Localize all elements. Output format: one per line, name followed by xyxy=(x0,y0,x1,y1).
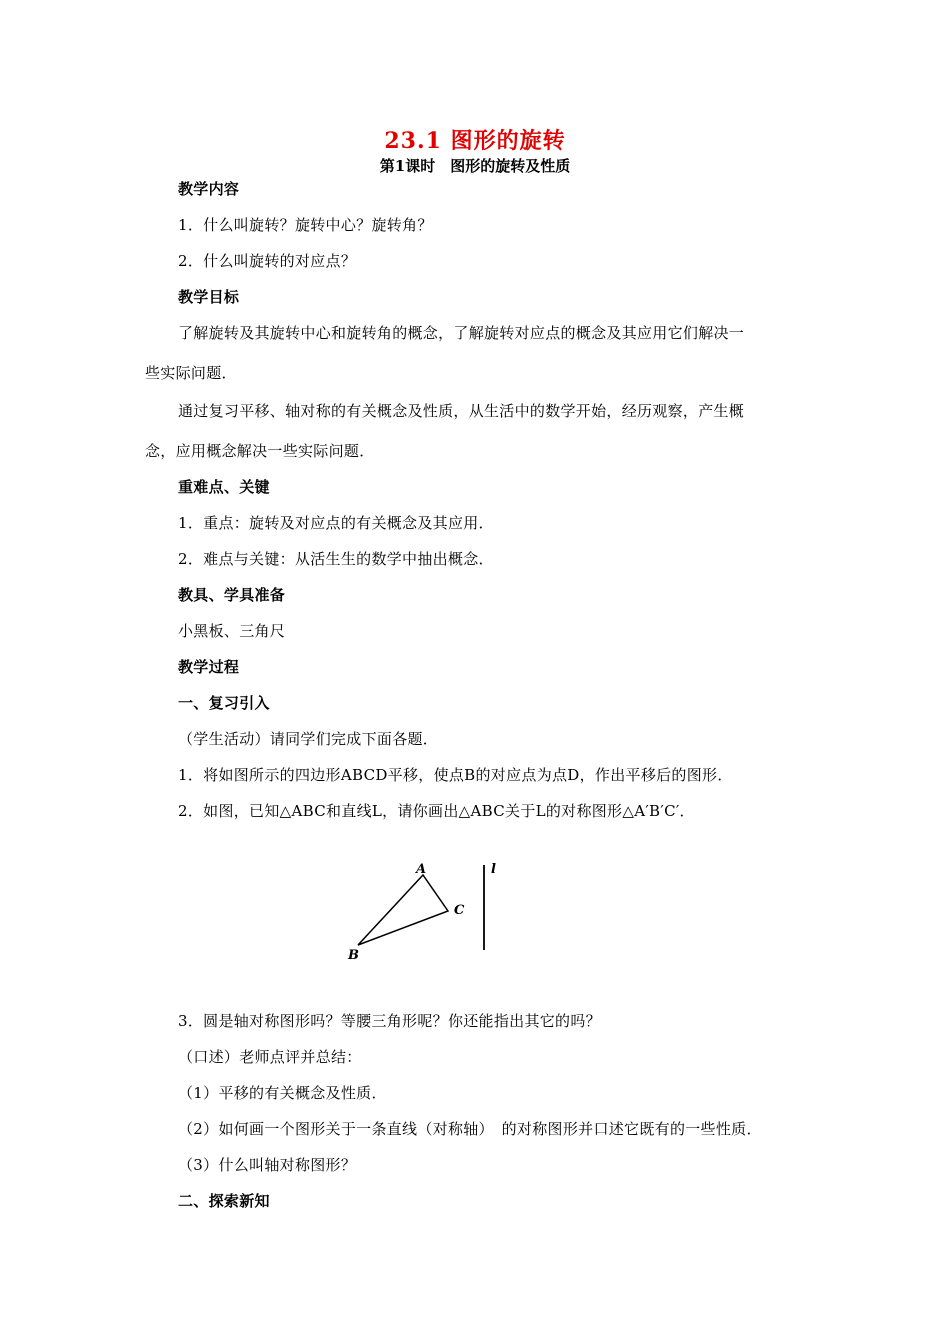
document-subtitle: 第1课时 图形的旋转及性质 xyxy=(379,157,571,175)
content-item-2: 2．什么叫旋转的对应点？ xyxy=(178,252,357,270)
tools-text: 小黑板、三角尺 xyxy=(178,622,286,640)
triangle-figure xyxy=(340,855,510,965)
heading-teaching-content: 教学内容 xyxy=(178,180,240,198)
goals-paragraph-2-line-2: 念，应用概念解决一些实际问题． xyxy=(145,442,375,460)
triangle-abc xyxy=(358,875,448,945)
review-question-2: 2．如图，已知△ABC和直线L，请你画出△ABC关于L的对称图形△A′B′C′． xyxy=(178,802,695,820)
heading-explore: 二、探索新知 xyxy=(178,1192,270,1210)
goals-paragraph-1-line-1: 了解旋转及其旋转中心和旋转角的概念，了解旋转对应点的概念及其应用它们解决一 xyxy=(178,324,745,342)
heading-key-points: 重难点、关键 xyxy=(178,478,270,496)
summary-intro: （口述）老师点评并总结： xyxy=(178,1048,362,1066)
goals-paragraph-1-line-2: 些实际问题． xyxy=(145,364,237,382)
heading-review: 一、复习引入 xyxy=(178,694,270,712)
summary-item-1: （1）平移的有关概念及性质． xyxy=(178,1084,387,1102)
review-intro: （学生活动）请同学们完成下面各题． xyxy=(178,730,439,748)
heading-teaching-goals: 教学目标 xyxy=(178,288,240,306)
document-title: 23.1 图形的旋转 xyxy=(384,128,566,154)
label-c: C xyxy=(454,903,465,918)
content-item-1: 1．什么叫旋转？旋转中心？旋转角？ xyxy=(178,216,433,234)
review-question-3: 3．圆是轴对称图形吗？等腰三角形呢？你还能指出其它的吗？ xyxy=(178,1012,601,1030)
heading-teaching-process: 教学过程 xyxy=(178,658,240,676)
heading-tools: 教具、学具准备 xyxy=(178,586,286,604)
summary-item-2: （2）如何画一个图形关于一条直线（对称轴） 的对称图形并口述它既有的一些性质． xyxy=(178,1120,762,1138)
summary-item-3: （3）什么叫轴对称图形？ xyxy=(178,1156,357,1174)
review-question-1: 1．将如图所示的四边形ABCD平移，使点B的对应点为点D，作出平移后的图形． xyxy=(178,766,733,784)
label-b: B xyxy=(348,948,359,963)
goals-paragraph-2-line-1: 通过复习平移、轴对称的有关概念及性质，从生活中的数学开始，经历观察，产生概 xyxy=(178,402,745,420)
keypoint-item-1: 1．重点：旋转及对应点的有关概念及其应用． xyxy=(178,514,494,532)
label-l: l xyxy=(491,862,496,877)
label-a: A xyxy=(416,862,427,877)
keypoint-item-2: 2．难点与关键：从活生生的数学中抽出概念． xyxy=(178,550,494,568)
